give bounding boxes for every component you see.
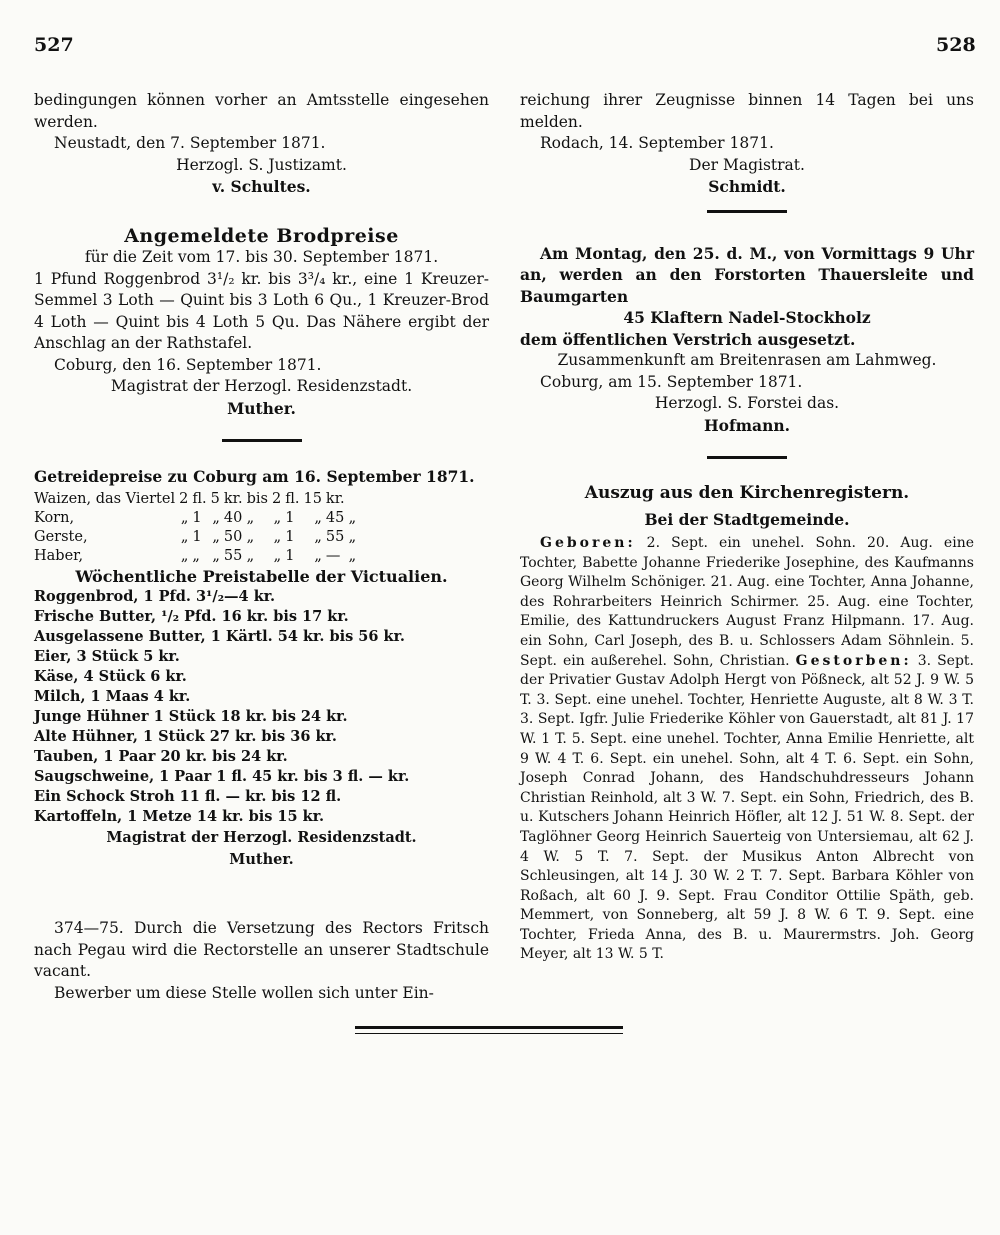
notice-rector-text-continued: Bewerber um diese Stelle wollen sich unter Ein-	[54, 983, 434, 1002]
grain-cell: bis	[246, 490, 268, 507]
church-register-entries	[520, 534, 974, 965]
bottom-double-rule	[355, 1026, 623, 1029]
wood-auction-signature: Hofmann.	[703, 415, 791, 435]
grain-cell: „	[348, 528, 357, 545]
grain-prices-table	[34, 490, 360, 566]
grain-cell: „	[314, 509, 322, 526]
list-item: Saugschweine, 1 Paar 1 fl. 45 kr. bis 3 fl. — kr.	[34, 768, 410, 785]
wood-auction-place-date: Coburg, am 15. September 1871.	[540, 372, 803, 391]
grain-cell: „	[212, 528, 220, 545]
bread-prices-authority: Magistrat der Herzogl. Residenzstadt.	[110, 377, 413, 395]
grain-cell: „	[180, 547, 189, 564]
list-item: Frische Butter, ¹/₂ Pfd. 16 kr. bis 17 kr.	[34, 608, 349, 625]
grain-cell: 50	[223, 528, 243, 545]
grain-cell: 2	[179, 490, 189, 507]
bread-prices-text: 1 Pfund Roggenbrod 3¹/₂ kr. bis 3³/₄ kr., eine 1 Kreuzer-Semmel 3 Loth — Quint bis 3 Loth 6 Qu., 1 Kreuzer-Brod 4 Loth — Quint bis 4 Loth 5 Qu. Das Nähere ergibt der Anschlag an der Rathstafel.	[34, 269, 489, 352]
grain-cell: „	[212, 547, 220, 564]
grain-cell: „	[246, 528, 255, 545]
list-item: Junge Hühner 1 Stück 18 kr. bis 24 kr.	[34, 708, 348, 725]
grain-cell: „	[273, 528, 282, 545]
grain-cell: „	[273, 547, 282, 564]
bread-prices-signature: Muther.	[227, 398, 296, 418]
bread-prices-place-date: Coburg, den 16. September 1871.	[54, 355, 322, 374]
grain-cell: 45	[325, 509, 345, 526]
grain-row-waizen	[34, 490, 360, 509]
grain-cell: 15	[303, 490, 322, 507]
grain-cell: 40	[223, 509, 243, 526]
left-column	[34, 90, 489, 1004]
grain-cell: 1	[285, 547, 295, 564]
victual-prices-list	[34, 587, 489, 827]
notice-continuation: reichung ihrer Zeugnisse binnen 14 Tagen bei uns melden.	[520, 91, 974, 131]
grain-cell: „	[246, 509, 255, 526]
grain-cell: „	[180, 509, 189, 526]
grain-cell: „	[192, 547, 200, 564]
bread-prices-title: Angemeldete Brodpreise	[124, 224, 399, 247]
notice-rector-text: Durch die Versetzung des Rectors Fritsch nach Pegau wird die Rectorstelle an unserer Stadtschule vacant.	[34, 919, 489, 980]
victual-prices-signature: Muther.	[229, 850, 294, 868]
died-label: Gestorben:	[795, 652, 912, 669]
grain-cell: 1	[192, 528, 202, 545]
bread-prices-period: für die Zeit vom 17. bis 30. September 1871.	[84, 248, 439, 266]
section-divider	[222, 439, 302, 442]
grain-cell: 2	[271, 490, 282, 507]
grain-cell: „	[314, 547, 322, 564]
section-divider	[707, 456, 787, 459]
grain-cell: 55	[325, 528, 345, 545]
grain-cell: kr.	[223, 490, 243, 507]
notice-signature: v. Schultes.	[212, 177, 311, 196]
church-register-title: Auszug aus den Kirchenregistern.	[584, 483, 910, 503]
notice-text: bedingungen können vorher an Amtsstelle eingesehen werden.	[34, 91, 489, 131]
notice-signature: Schmidt.	[708, 177, 786, 196]
grain-cell: 1	[285, 509, 295, 526]
grain-cell: 1	[192, 509, 202, 526]
grain-cell: kr.	[325, 490, 345, 507]
born-label: Geboren:	[540, 535, 636, 551]
grain-cell: „	[273, 509, 282, 526]
notice-authority: Der Magistrat.	[689, 155, 805, 174]
grain-cell: „	[212, 509, 220, 526]
grain-cell: 55	[223, 547, 243, 564]
grain-cell: Gerste,	[34, 528, 88, 545]
wood-auction-meeting: Zusammenkunft am Breitenrasen am Lahmweg.	[557, 351, 937, 369]
notice-number: 374—75.	[54, 919, 124, 937]
died-entries: 3. Sept. der Privatier Gustav Adolph Hergt von Pößneck, alt 52 J. 9 W. 5 T. 3. Sept. eine unehel. Tochter, Henriette Auguste, alt 8 W. 3 T. 3. Sept. Igfr. Julie Friederike Köhler von Gauerstadt, alt 81 J. 17 W. 1 T. 5. Sept. eine unehel. Tochter, Anna Emilie Henriette, alt 9 W. 4 T. 6. Sept. ein unehel. Sohn, alt 4 T. 6. Sept. ein Sohn, Joseph Conrad Johann, des Handschuhdresseurs Johann Christian Reinhold, alt 3 W. 7. Sept. ein Sohn, Friedrich, des B. u. Kutschers Johann Heinrich Höfler, alt 12 J. 51 W. 8. Sept. der Taglöhner Georg Heinrich Sauerteig von Untersiemau, alt 62 J. 4 W. 5 T. 7. Sept. der Musikus Anton Albrecht von Schleusingen, alt 14 J. 30 W. 2 T. 7. Sept. Barbara Köhler von Roßach, alt 60 J. 9. Sept. Frau Conditor Ottilie Späth, geb. Memmert, von Sonneberg, alt 59 J. 8 W. 6 T. 9. Sept. eine Tochter, Frieda Anna, des B. u. Maurermstrs. Joh. Georg Meyer, alt 13 W. 5 T.	[520, 652, 975, 963]
grain-row-korn	[34, 509, 360, 528]
grain-cell: fl.	[285, 490, 300, 507]
grain-cell: „	[348, 509, 357, 526]
grain-cell: 5	[210, 490, 220, 507]
notice-rector-vacancy	[34, 918, 489, 983]
list-item: Roggenbrod, 1 Pfd. 3¹/₂—4 kr.	[34, 588, 276, 605]
victual-prices-title: Wöchentliche Preistabelle der Victualien.	[75, 566, 448, 586]
grain-cell: fl.	[192, 490, 207, 507]
grain-cell: Korn,	[34, 509, 75, 526]
page-number-left: 527	[34, 34, 74, 56]
grain-cell: „	[180, 528, 189, 545]
notice-place-date: Rodach, 14. September 1871.	[540, 134, 774, 152]
grain-cell: Haber,	[34, 547, 84, 564]
list-item: Milch, 1 Maas 4 kr.	[34, 688, 191, 705]
bottom-double-rule-thin	[355, 1033, 623, 1034]
list-item: Tauben, 1 Paar 20 kr. bis 24 kr.	[34, 748, 288, 765]
list-item: Käse, 4 Stück 6 kr.	[34, 668, 187, 685]
wood-auction-authority: Herzogl. S. Forstei das.	[654, 394, 840, 412]
grain-cell: Waizen, das Viertel	[34, 490, 176, 507]
list-item: Eier, 3 Stück 5 kr.	[34, 648, 180, 665]
notice-authority: Herzogl. S. Justizamt.	[176, 155, 347, 174]
grain-cell: 1	[285, 528, 295, 545]
grain-prices-title: Getreidepreise zu Coburg am 16. September 1871.	[34, 467, 475, 486]
born-entries: 2. Sept. ein unehel. Sohn. 20. Aug. eine Tochter, Babette Johanne Friederike Josephine, des Kaufmanns Georg Wilhelm Schöniger. 21. Aug. eine Tochter, Anna Johanne, des Rohrarbeiters Heinrich Schirmer. 25. Aug. eine Tochter, Emilie, des Kattundruckers August Franz Hilpmann. 17. Aug. ein Sohn, Carl Joseph, des B. u. Schlossers Adam Söhnlein. 5. Sept. ein außerehel. Sohn, Christian.	[520, 535, 974, 669]
wood-auction-item: 45 Klaftern Nadel-Stockholz	[623, 308, 871, 327]
list-item: Alte Hühner, 1 Stück 27 kr. bis 36 kr.	[34, 728, 337, 745]
list-item: Ein Schock Stroh 11 fl. — kr. bis 12 fl.	[34, 788, 342, 805]
victual-prices-authority: Magistrat der Herzogl. Residenzstadt.	[106, 829, 417, 846]
grain-cell: „	[348, 547, 357, 564]
wood-auction-text-2: dem öffentlichen Verstrich ausgesetzt.	[520, 329, 856, 349]
section-divider	[707, 210, 787, 213]
church-register-subtitle: Bei der Stadtgemeinde.	[644, 509, 850, 529]
right-column	[520, 90, 974, 965]
grain-cell: „	[314, 528, 322, 545]
notice-place-date: Neustadt, den 7. September 1871.	[54, 134, 326, 152]
grain-cell: —	[325, 547, 341, 564]
grain-cell: „	[246, 547, 255, 564]
grain-row-haber	[34, 547, 360, 566]
grain-row-gerste	[34, 528, 360, 547]
list-item: Ausgelassene Butter, 1 Kärtl. 54 kr. bis 56 kr.	[34, 628, 405, 645]
wood-auction-text: Am Montag, den 25. d. M., von Vormittags 9 Uhr an, werden an den Forstorten Thauersleite und Baumgarten	[520, 243, 974, 306]
page-number-right: 528	[936, 34, 976, 56]
list-item: Kartoffeln, 1 Metze 14 kr. bis 15 kr.	[34, 808, 325, 825]
